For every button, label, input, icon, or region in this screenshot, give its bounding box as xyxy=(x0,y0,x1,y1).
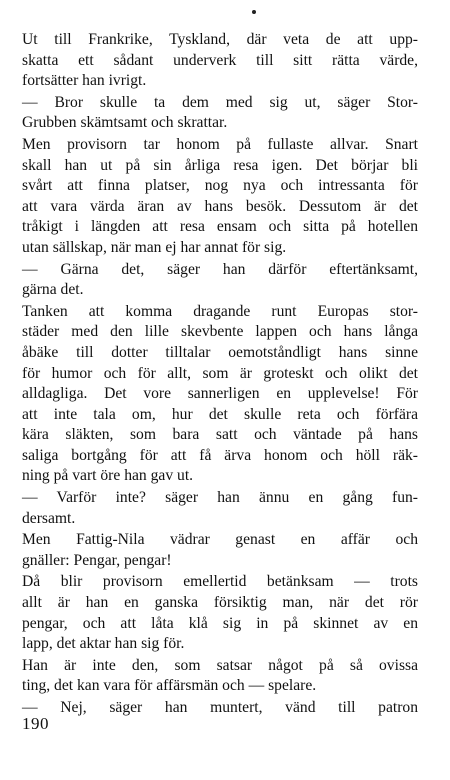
paragraph xyxy=(22,93,418,134)
text-line: fortsätter han ivrigt. xyxy=(22,72,147,90)
text-line: skatta ett sådant underverk till sitt rätta värde, xyxy=(22,51,418,69)
text-line: pengar, och att låta klå sig in på skinnet av en xyxy=(22,614,418,632)
text-line: att inte tala om, hur det skulle reta och förfära xyxy=(22,405,418,423)
printer-dot xyxy=(252,10,256,14)
text-line: — Nej, säger han muntert, vänd till patron xyxy=(22,699,418,716)
paragraph xyxy=(22,30,418,92)
paragraph xyxy=(22,656,418,697)
paragraph xyxy=(22,488,418,529)
text-line: alldagliga. Det vore sannerligen en upplevelse! För xyxy=(22,385,418,403)
text-line: ning på vart öre han gav ut. xyxy=(22,467,194,485)
text-line: allt är han en ganska försiktig man, när det rör xyxy=(22,594,418,612)
text-line: — Gärna det, säger han därför eftertänksamt, xyxy=(22,260,418,278)
text-line: Men Fattig-Nila vädrar genast en affär och xyxy=(22,531,418,549)
text-line: Han är inte den, som satsar något på så ovissa xyxy=(22,656,418,674)
text-line: åbäke till dotter tilltalar oemotståndligt hans sinne xyxy=(22,343,418,361)
paragraph xyxy=(22,698,418,719)
page-number: 190 xyxy=(22,714,49,733)
text-line: Ut till Frankrike, Tyskland, där veta de att upp- xyxy=(22,31,418,48)
text-line: Tanken att komma dragande runt Europas stor- xyxy=(22,302,418,320)
text-line: saliga bortgång för att få ärva honom och höll räk- xyxy=(22,446,418,464)
paragraph xyxy=(22,135,418,259)
paragraph xyxy=(22,572,418,654)
text-line: Då blir provisorn emellertid betänksam — trots xyxy=(22,573,418,591)
text-line: Grubben skämtsamt och skrattar. xyxy=(22,114,228,132)
paragraph xyxy=(22,302,418,487)
text-line: gnäller: Pengar, pengar! xyxy=(22,551,172,569)
text-line: dersamt. xyxy=(22,509,76,527)
text-line: lapp, det aktar han sig för. xyxy=(22,635,185,653)
text-line: gärna det. xyxy=(22,281,84,299)
text-line: utan sällskap, när man ej har annat för sig. xyxy=(22,238,287,256)
text-line: att vara värda äran av hans besök. Dessutom är det xyxy=(22,197,418,215)
text-line: — Bror skulle ta dem med sig ut, säger Stor- xyxy=(22,93,418,111)
text-line: ting, det kan vara för affärsmän och — spelare. xyxy=(22,677,317,695)
text-line: svårt att finna platser, nog nya och intressanta för xyxy=(22,177,418,195)
paragraph xyxy=(22,260,418,301)
text-line: Men provisorn tar honom på fullaste allvar. Snart xyxy=(22,135,418,153)
body-text xyxy=(22,30,418,720)
text-line: — Varför inte? säger han ännu en gång fun- xyxy=(22,489,418,507)
text-line: tråkigt i längden att resa ensam och sitta på hotellen xyxy=(22,218,418,236)
paragraph xyxy=(22,530,418,571)
text-line: skall han ut på sin årliga resa igen. Det börjar bli xyxy=(22,156,418,174)
text-line: städer med den lille skevbente lappen och hans långa xyxy=(22,323,418,341)
text-line: för humor och för allt, som är groteskt och olikt det xyxy=(22,364,418,382)
text-line: kära släkten, som bara satt och väntade på hans xyxy=(22,426,418,444)
